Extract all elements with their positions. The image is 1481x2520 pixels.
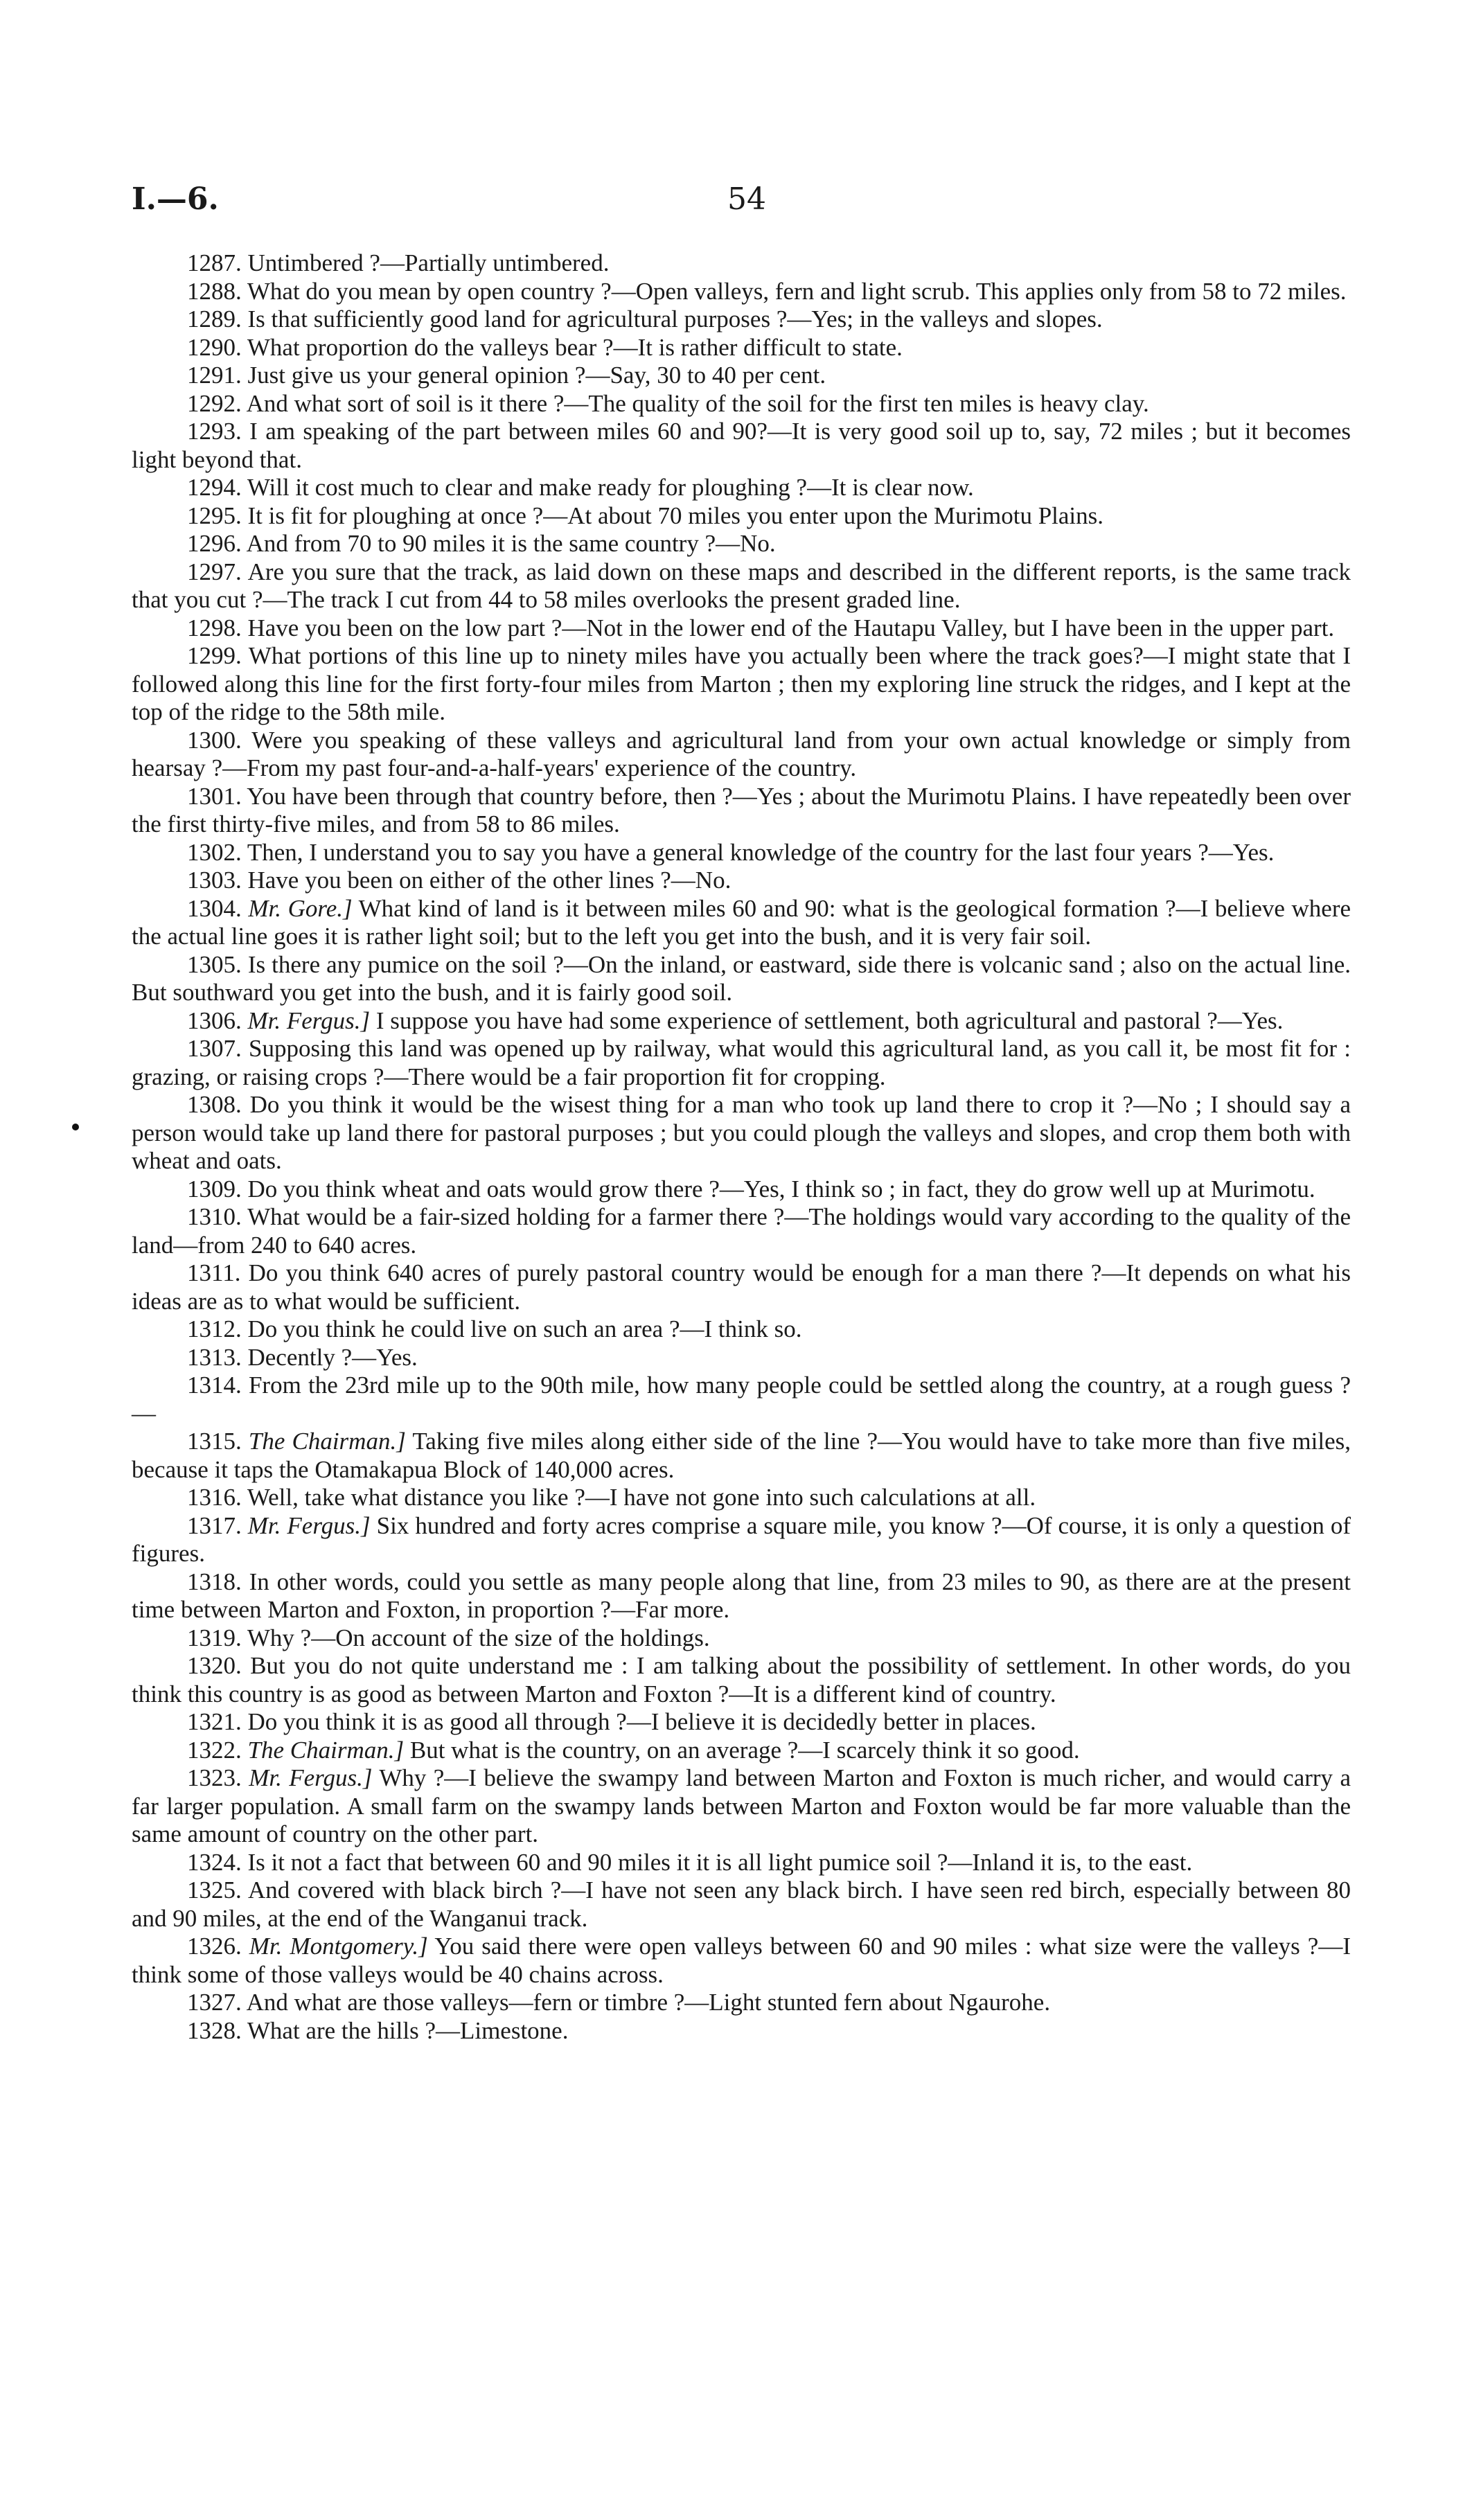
evidence-body	[132, 249, 1351, 2045]
question-number: 1322.	[187, 1736, 242, 1764]
question-paragraph	[132, 558, 1351, 614]
question-answer-text: Were you speaking of these valleys and agricultural land from your own actual knowledge or simply from hearsay ?—From my past four-and-a-half-years' experience of the country.	[132, 726, 1351, 781]
question-paragraph	[132, 305, 1351, 334]
question-number: 1308.	[187, 1091, 242, 1118]
question-paragraph	[132, 1624, 1351, 1653]
question-number: 1321.	[187, 1708, 242, 1735]
question-answer-text: What would be a fair-sized holding for a farmer there ?—The holdings would vary according to the quality of the land—from 240 to 640 acres.	[132, 1203, 1351, 1259]
question-answer-text: Taking five miles along either side of the line ?—You would have to take more than five miles, because it taps the Otamakapua Block of 140,000 acres.	[132, 1428, 1351, 1483]
question-paragraph	[132, 1933, 1351, 1989]
question-answer-text: Why ?—On account of the size of the holdings.	[247, 1624, 710, 1651]
question-number: 1317.	[187, 1511, 242, 1539]
question-number: 1314.	[187, 1372, 242, 1399]
question-number: 1292.	[187, 389, 242, 417]
question-number: 1289.	[187, 305, 242, 332]
question-answer-text: What portions of this line up to ninety miles have you actually been where the track goes?—I might state that I followed along this line for the first forty-four miles from Marton ; then my exploring line struck the ridges, and I kept at the top of the ridge to the 58th mile.	[132, 642, 1351, 725]
question-paragraph	[132, 530, 1351, 558]
question-paragraph	[132, 362, 1351, 390]
question-paragraph	[132, 783, 1351, 839]
question-number: 1311.	[187, 1259, 241, 1286]
question-paragraph	[132, 474, 1351, 502]
question-number: 1290.	[187, 333, 242, 361]
question-number: 1320.	[187, 1652, 242, 1679]
question-paragraph	[132, 895, 1351, 951]
question-number: 1319.	[187, 1624, 242, 1651]
question-paragraph	[132, 727, 1351, 783]
question-paragraph	[132, 1035, 1351, 1091]
question-paragraph	[132, 278, 1351, 306]
speaker-name: Mr. Gore.]	[248, 894, 353, 922]
question-answer-text: Have you been on the low part ?—Not in the lower end of the Hautapu Valley, but I have been in the upper part.	[247, 614, 1335, 641]
question-answer-text: Well, take what distance you like ?—I have not gone into such calculations at all.	[247, 1484, 1036, 1511]
question-answer-text: Do you think 640 acres of purely pastoral country would be enough for a man there ?—It depends on what his ideas are as to what would be sufficient.	[132, 1259, 1351, 1315]
question-answer-text: What are the hills ?—Limestone.	[247, 2016, 569, 2044]
question-answer-text: Just give us your general opinion ?—Say, 30 to 40 per cent.	[247, 362, 826, 389]
question-answer-text: Then, I understand you to say you have a general knowledge of the country for the last four years ?—Yes.	[247, 838, 1275, 866]
question-answer-text: And what sort of soil is it there ?—The quality of the soil for the first ten miles is heavy clay.	[246, 389, 1149, 417]
speaker-name: The Chairman.]	[248, 1428, 406, 1455]
question-number: 1295.	[187, 502, 242, 529]
question-paragraph	[132, 867, 1351, 895]
question-paragraph	[132, 951, 1351, 1007]
speaker-name: The Chairman.]	[247, 1736, 405, 1764]
question-paragraph	[132, 1708, 1351, 1737]
question-number: 1298.	[187, 614, 242, 641]
question-number: 1313.	[187, 1343, 242, 1371]
question-paragraph	[132, 1372, 1351, 1428]
question-answer-text: I suppose you have had some experience of settlement, both agricultural and pastoral ?—Yes.	[375, 1006, 1284, 1034]
speaker-name: Mr. Fergus.]	[249, 1764, 373, 1791]
question-answer-text: You said there were open valleys between 60 and 90 miles : what size were the valleys ?—I think some of those valleys would be 40 chains across.	[132, 1933, 1351, 1988]
question-answer-text: Untimbered ?—Partially untimbered.	[247, 249, 610, 276]
question-answer-text: And what are those valleys—fern or timbre ?—Light stunted fern about Ngaurohe.	[246, 1989, 1051, 2016]
question-answer-text: And covered with black birch ?—I have not seen any black birch. I have seen red birch, especially between 80 and 90 miles, at the end of the Wanganui track.	[132, 1876, 1351, 1932]
question-number: 1301.	[187, 782, 242, 810]
question-answer-text: You have been through that country before, then ?—Yes ; about the Murimotu Plains. I have repeatedly been over the first thirty-five miles, and from 58 to 86 miles.	[132, 782, 1351, 837]
question-answer-text: Decently ?—Yes.	[247, 1343, 418, 1371]
question-paragraph	[132, 1764, 1351, 1849]
question-number: 1294.	[187, 474, 242, 501]
question-number: 1325.	[187, 1876, 242, 1904]
question-number: 1326.	[187, 1933, 242, 1960]
question-paragraph	[132, 1876, 1351, 1933]
question-answer-text: But you do not quite understand me : I am talking about the possibility of settlement. In other words, do you think this country is as good as between Marton and Foxton ?—It is a different kind of country.	[132, 1652, 1351, 1707]
question-answer-text: From the 23rd mile up to the 90th mile, how many people could be settled along the country, at a rough guess ?—	[132, 1372, 1351, 1427]
question-paragraph	[132, 334, 1351, 362]
question-number: 1328.	[187, 2016, 242, 2044]
question-paragraph	[132, 839, 1351, 867]
question-paragraph	[132, 1849, 1351, 1877]
question-paragraph	[132, 2017, 1351, 2046]
question-number: 1304.	[187, 894, 242, 922]
question-paragraph	[132, 1007, 1351, 1036]
question-paragraph	[132, 1652, 1351, 1708]
question-number: 1297.	[187, 558, 242, 585]
question-answer-text: Do you think wheat and oats would grow there ?—Yes, I think so ; in fact, they do grow well up at Murimotu.	[247, 1175, 1315, 1203]
question-number: 1291.	[187, 362, 242, 389]
question-paragraph	[132, 1737, 1351, 1765]
question-answer-text: Do you think he could live on such an area ?—I think so.	[247, 1315, 802, 1342]
page-header	[0, 181, 1481, 223]
question-paragraph	[132, 1484, 1351, 1512]
question-number: 1327.	[187, 1989, 242, 2016]
question-number: 1310.	[187, 1203, 242, 1230]
question-answer-text: Do you think it would be the wisest thing for a man who took up land there to crop it ?—No ; I should say a person would take up land there for pastoral purposes ; but you could plough the valleys and slopes, and crop them both with wheat and oats.	[132, 1091, 1351, 1174]
question-paragraph	[132, 1259, 1351, 1315]
question-paragraph	[132, 1428, 1351, 1484]
question-answer-text: Will it cost much to clear and make ready for ploughing ?—It is clear now.	[247, 474, 974, 501]
question-number: 1315.	[187, 1428, 242, 1455]
question-number: 1305.	[187, 950, 242, 978]
question-number: 1316.	[187, 1484, 242, 1511]
question-number: 1323.	[187, 1764, 242, 1791]
question-paragraph	[132, 1344, 1351, 1372]
question-paragraph	[132, 1203, 1351, 1259]
speaker-name: Mr. Fergus.]	[247, 1511, 371, 1539]
question-number: 1299.	[187, 642, 242, 669]
question-paragraph	[132, 502, 1351, 531]
question-number: 1302.	[187, 838, 242, 866]
question-paragraph	[132, 249, 1351, 278]
question-answer-text: I am speaking of the part between miles 60 and 90?—It is very good soil up to, say, 72 miles ; but it becomes light beyond that.	[132, 418, 1351, 473]
question-answer-text: Have you been on either of the other lines ?—No.	[247, 867, 731, 894]
question-paragraph	[132, 1175, 1351, 1204]
question-answer-text: Do you think it is as good all through ?—I believe it is decidedly better in places.	[247, 1708, 1036, 1735]
question-number: 1303.	[187, 867, 242, 894]
question-answer-text: What kind of land is it between miles 60 and 90: what is the geological formation ?—I believe where the actual line goes it is rather light soil; but to the left you get into the bush, and it is very fair soil.	[132, 894, 1351, 950]
question-paragraph	[132, 1989, 1351, 2017]
question-answer-text: Supposing this land was opened up by railway, what would this agricultural land, as you call it, be most fit for : grazing, or raising crops ?—There would be a fair proportion fit for cropping.	[132, 1035, 1351, 1090]
question-paragraph	[132, 1091, 1351, 1175]
question-number: 1300.	[187, 726, 242, 754]
question-paragraph	[132, 614, 1351, 643]
question-number: 1307.	[187, 1035, 242, 1062]
question-number: 1312.	[187, 1315, 242, 1342]
question-number: 1318.	[187, 1568, 242, 1595]
question-paragraph	[132, 418, 1351, 474]
question-number: 1309.	[187, 1175, 242, 1203]
question-answer-text: Is that sufficiently good land for agricultural purposes ?—Yes; in the valleys and slopes.	[247, 305, 1103, 332]
question-paragraph	[132, 1315, 1351, 1344]
question-number: 1287.	[187, 249, 242, 276]
question-number: 1296.	[187, 530, 242, 557]
question-answer-text: Is it not a fact that between 60 and 90 miles it it is all light pumice soil ?—Inland it is, to the east.	[247, 1848, 1193, 1876]
question-answer-text: Six hundred and forty acres comprise a square mile, you know ?—Of course, it is only a question of figures.	[132, 1511, 1351, 1567]
question-number: 1324.	[187, 1848, 242, 1876]
question-number: 1288.	[187, 277, 242, 305]
question-answer-text: And from 70 to 90 miles it is the same country ?—No.	[246, 530, 776, 557]
speaker-name: Mr. Montgomery.]	[249, 1933, 428, 1960]
question-paragraph	[132, 1568, 1351, 1624]
question-answer-text: Is there any pumice on the soil ?—On the inland, or eastward, side there is volcanic sand ; also on the actual line. But southward you get into the bush, and it is fairly good soil.	[132, 950, 1351, 1006]
question-answer-text: In other words, could you settle as many people along that line, from 23 miles to 90, as there are at the present time between Marton and Foxton, in proportion ?—Far more.	[132, 1568, 1351, 1623]
question-answer-text: Why ?—I believe the swampy land between Marton and Foxton is much richer, and would carry a far larger population. A small farm on the swampy lands between Marton and Foxton would be far more valuable than the same amount of country on the other part.	[132, 1764, 1351, 1847]
question-answer-text: What proportion do the valleys bear ?—It is rather difficult to state.	[247, 333, 903, 361]
question-paragraph	[132, 390, 1351, 418]
paper-reference: I.—6.	[132, 181, 219, 217]
question-answer-text: What do you mean by open country ?—Open valleys, fern and light scrub. This applies only from 58 to 72 miles.	[247, 277, 1347, 305]
question-answer-text: But what is the country, on an average ?—I scarcely think it so good.	[409, 1736, 1080, 1764]
question-paragraph	[132, 642, 1351, 727]
question-answer-text: It is fit for ploughing at once ?—At about 70 miles you enter upon the Murimotu Plains.	[247, 502, 1104, 529]
question-number: 1306.	[187, 1006, 242, 1034]
question-number: 1293.	[187, 418, 242, 445]
page-number: 54	[727, 181, 766, 217]
question-paragraph	[132, 1512, 1351, 1568]
ink-mark	[72, 1124, 79, 1130]
question-answer-text: Are you sure that the track, as laid down on these maps and described in the different reports, is the same track that you cut ?—The track I cut from 44 to 58 miles overlooks the present graded line.	[132, 558, 1351, 613]
speaker-name: Mr. Fergus.]	[247, 1006, 371, 1034]
